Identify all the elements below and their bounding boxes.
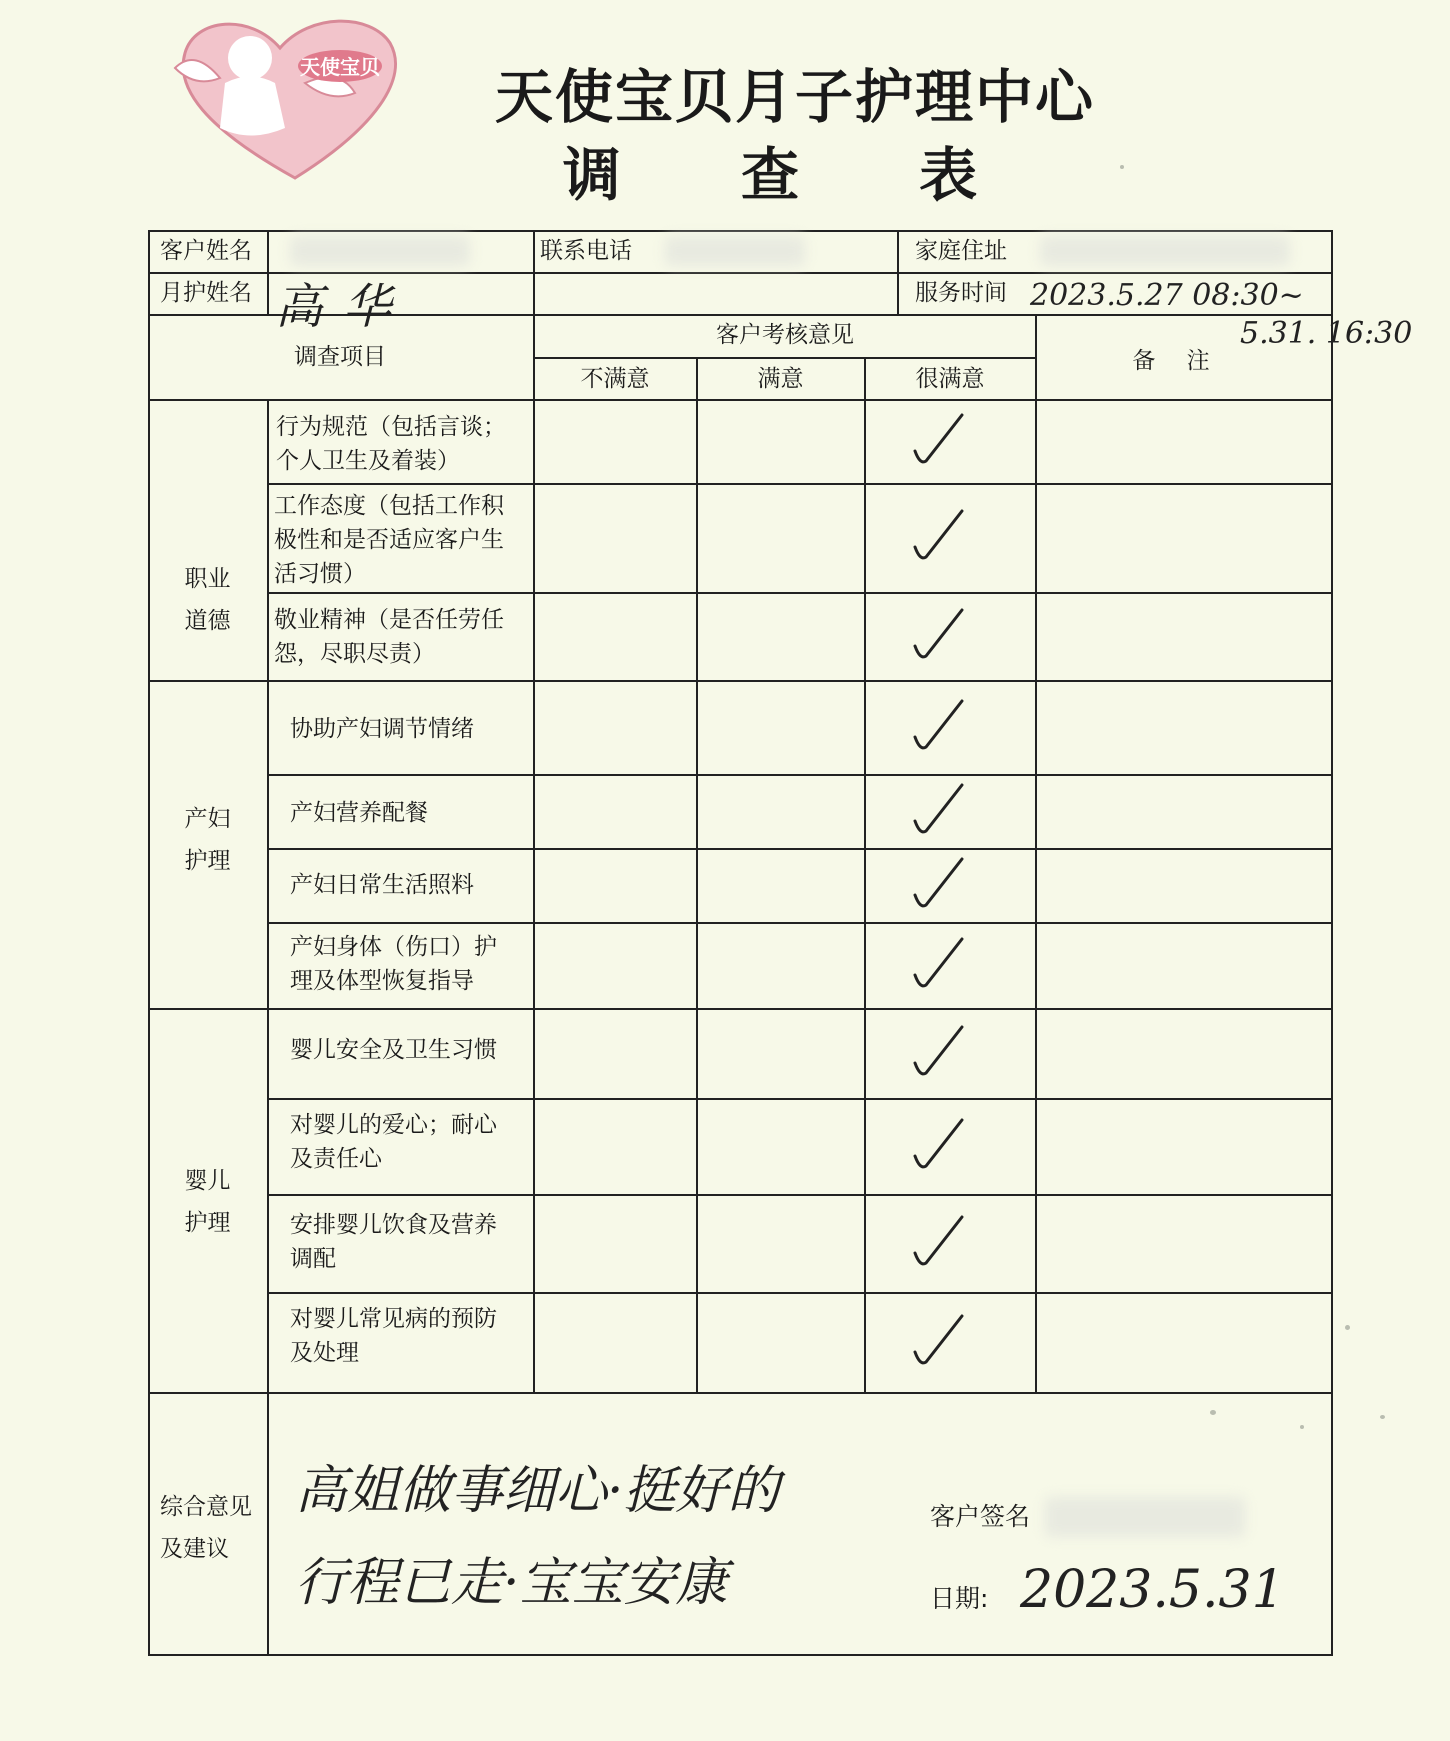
check-mark bbox=[915, 701, 962, 748]
check-mark bbox=[915, 785, 962, 832]
summary-comment-line1: 高姐做事细心·挺好的 bbox=[295, 1461, 780, 1521]
survey-item: 产妇身体（伤口）护 理及体型恢复指导 bbox=[290, 934, 497, 994]
col-satisfied: 满意 bbox=[757, 366, 804, 392]
survey-item: 对婴儿常见病的预防 及处理 bbox=[290, 1306, 497, 1366]
col-unsatisfied: 不满意 bbox=[580, 366, 650, 392]
page-title: 天使宝贝月子护理中心 bbox=[494, 63, 1095, 131]
check-mark bbox=[915, 610, 962, 657]
signature-redacted bbox=[1045, 1497, 1245, 1537]
survey-item: 对婴儿的爱心；耐心 及责任心 bbox=[290, 1112, 497, 1172]
phone-label: 联系电话 bbox=[540, 238, 632, 264]
group-label: 职业 道德 bbox=[184, 566, 231, 634]
check-mark bbox=[915, 939, 962, 986]
nurse-name-label: 月护姓名 bbox=[160, 280, 252, 306]
check-mark bbox=[915, 1316, 962, 1363]
survey-item: 行为规范（包括言谈； 个人卫生及着装） bbox=[276, 414, 506, 474]
group-label: 婴儿 护理 bbox=[184, 1168, 231, 1236]
check-mark bbox=[915, 511, 962, 558]
address-label: 家庭住址 bbox=[915, 238, 1007, 264]
survey-item: 敬业精神（是否任劳任 怨，尽职尽责） bbox=[274, 607, 504, 667]
check-mark bbox=[915, 1120, 962, 1167]
service-time-value: 2023.5.27 08:30~ bbox=[1030, 278, 1304, 313]
nurse-name-value: 高华 bbox=[275, 279, 412, 335]
page-subtitle: 调 查 表 bbox=[562, 141, 1028, 209]
check-mark bbox=[915, 415, 962, 462]
survey-item: 产妇日常生活照料 bbox=[290, 872, 474, 898]
service-time-label: 服务时间 bbox=[915, 280, 1007, 306]
summary-label: 综合意见 及建议 bbox=[160, 1494, 252, 1562]
service-time-end: 5.31. 16:30 bbox=[1240, 316, 1413, 351]
client-name-label: 客户姓名 bbox=[160, 238, 252, 264]
date-value: 2023.5.31 bbox=[1020, 1560, 1285, 1620]
survey-item: 产妇营养配餐 bbox=[290, 800, 428, 826]
remarks-header: 备 注 bbox=[1132, 348, 1222, 374]
date-label: 日期: bbox=[930, 1584, 989, 1613]
logo-text: 天使宝贝 bbox=[300, 55, 380, 79]
col-very-satisfied: 很满意 bbox=[915, 366, 985, 392]
opinion-header: 客户考核意见 bbox=[716, 322, 854, 348]
survey-item-header: 调查项目 bbox=[294, 344, 386, 370]
check-mark bbox=[915, 1027, 962, 1074]
survey-item: 协助产妇调节情绪 bbox=[290, 716, 474, 742]
survey-item: 工作态度（包括工作积 极性和是否适应客户生 活习惯） bbox=[274, 493, 504, 587]
signature-label: 客户签名 bbox=[930, 1502, 1031, 1531]
survey-item: 安排婴儿饮食及营养 调配 bbox=[290, 1212, 497, 1272]
check-mark bbox=[915, 859, 962, 906]
survey-item: 婴儿安全及卫生习惯 bbox=[290, 1037, 497, 1063]
check-mark bbox=[915, 1217, 962, 1264]
group-label: 产妇 护理 bbox=[184, 806, 231, 874]
summary-comment-line2: 行程已走·宝宝安康 bbox=[295, 1553, 728, 1613]
